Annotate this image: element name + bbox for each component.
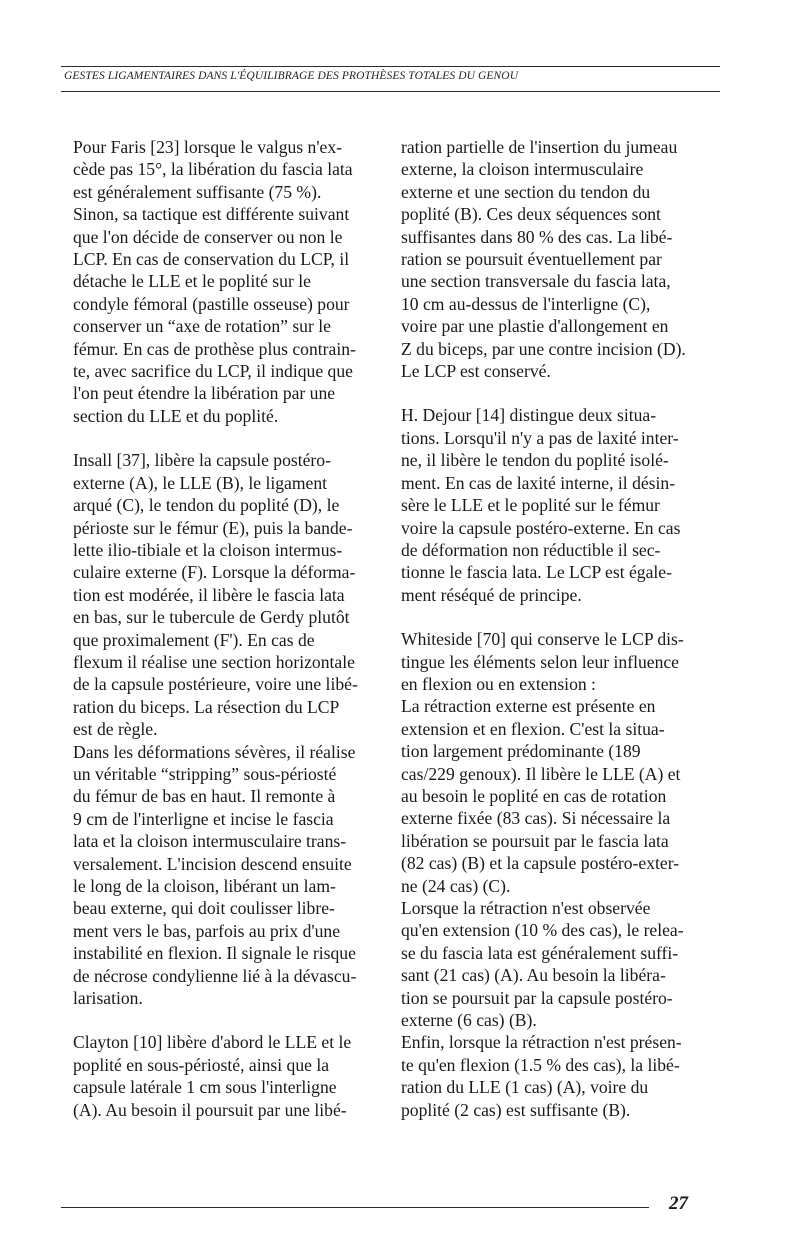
paragraph-clayton: Clayton [10] libère d'abord le LLE et le poplité en sous-périosté, ainsi que la capsule latérale 1 cm sous l'interligne (A). Au besoin il poursuit par une libé- [73,1032,352,1120]
header-top-rule [61,66,720,67]
paragraph-clayton-continued: ration partielle de l'insertion du jumeau externe, la cloison intermusculaire externe et une section du tendon du poplité (B). Ces deux séquences sont suffisantes dans 80 % des cas. La libé- ration se poursuit éventuellement par une section transversale du fascia lata, 10 cm au-dessus de l'interligne (C), voire par une plastie d'allongement en Z du biceps, par une contre incision (D). Le LCP est conservé. [401,137,686,382]
paragraph-whiteside-flexion: Enfin, lorsque la rétraction n'est présen- te qu'en flexion (1.5 % des cas), la libé- ration du LLE (1 cas) (A), voire du poplité (2 cas) est suffisante (B). [401,1032,682,1120]
paragraph-insall: Insall [37], libère la capsule postéro- externe (A), le LLE (B), le ligament arqué (C), le tendon du poplité (D), le périoste sur le fémur (E), puis la bande- lette ilio-tibiale et la cloison intermus- culaire externe (F). Lorsque la déforma- tion est modérée, il libère le fascia lata en bas, sur le tubercule de Gerdy plutôt que proximalement (F'). En cas de flexum il réalise une section horizontale de la capsule postérieure, voire une libé- ration du biceps. La résection du LCP est de règle. [73,450,358,740]
paragraph-faris: Pour Faris [23] lorsque le valgus n'ex- cède pas 15°, la libération du fascia lata est généralement suffisante (75 %). Sinon, sa tactique est différente suivant que l'on décide de conserver ou non le LCP. En cas de conservation du LCP, il détache le LLE et le poplité sur le condyle fémoral (pastille osseuse) pour conserver un “axe de rotation” sur le fémur. En cas de prothèse plus contrain- te, avec sacrifice du LCP, il indique que l'on peut étendre la libération par une section du LLE et du poplité. [73,137,356,426]
right-column [401,136,717,1121]
paragraph-dejour: H. Dejour [14] distingue deux situa- tions. Lorsqu'il n'y a pas de laxité inter- ne, il libère le tendon du poplité isolé- ment. En cas de laxité interne, il désin- sère le LLE et le poplité sur le fémur voire la capsule postéro-externe. En cas de déformation non réductible il sec- tionne le fascia lata. Le LCP est égale- ment réséqué de principe. [401,405,681,605]
running-head: GESTES LIGAMENTAIRES DANS L'ÉQUILIBRAGE DES PROTHÈSES TOTALES DU GENOU [64,70,519,82]
paragraph-whiteside: Whiteside [70] qui conserve le LCP dis- tingue les éléments selon leur influence en flexion ou en extension : [401,629,684,694]
paragraph-whiteside-extension: Lorsque la rétraction n'est observée qu'en extension (10 % des cas), le relea- se du fascia lata est généralement suffi- sant (21 cas) (A). Au besoin la libéra- tion se poursuit par la capsule postéro- externe (6 cas) (B). [401,898,684,1031]
paragraph-insall-severe: Dans les déformations sévères, il réalise un véritable “stripping” sous-périosté du fémur de bas en haut. Il remonte à 9 cm de l'interligne et incise le fascia lata et la cloison intermusculaire trans- versalement. L'incision descend ensuite le long de la cloison, libérant un lam- beau externe, qui doit coulisser libre- ment vers le bas, parfois au prix d'une instabilité en flexion. Il signale le risque de nécrose condylienne lié à la dévascu- larisation. [73,741,357,1009]
footer-rule [61,1207,649,1208]
header-bottom-rule [61,91,720,92]
page-number: 27 [669,1193,688,1214]
left-column [73,136,389,1121]
paragraph-whiteside-both: La rétraction externe est présente en extension et en flexion. C'est la situa- tion largement prédominante (189 cas/229 genoux). Il libère le LLE (A) et au besoin le poplité en cas de rotation externe fixée (83 cas). Si nécessaire la libération se poursuit par le fascia lata (82 cas) (B) et la capsule postéro-exter- ne (24 cas) (C). [401,696,681,896]
